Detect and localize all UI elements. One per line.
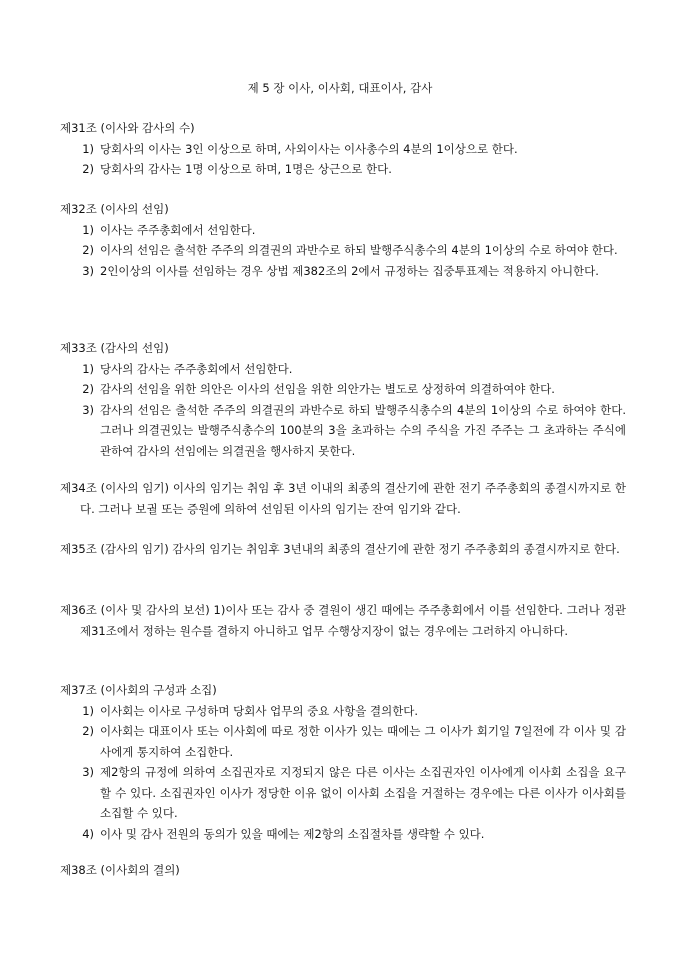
article-33-item-1 [60,359,626,380]
article-32-item-3 [60,261,626,282]
item-text: 이사회는 대표이사 또는 이사회에 따로 정한 이사가 있는 때에는 그 이사가 회기일 7일전에 각 이사 및 감사에게 통지하여 소집한다. [100,724,626,759]
article-33 [60,338,626,461]
article-33-item-3 [60,400,626,462]
article-34-text: 제34조 (이사의 임기) 이사의 임기는 취임 후 3년 이내의 최종의 결산기에 관한 전기 주주총회의 종결시까지로 한다. 그러나 보궐 또는 증원에 의하여 선임된 이사의 임기는 잔여 임기와 같다. [60,481,626,516]
item-number: 2) [82,724,94,738]
item-text: 제2항의 규정에 의하여 소집권자로 지정되지 않은 다른 이사는 소집권자인 이사에게 이사회 소집을 요구할 수 있다. 소집권자인 이사가 정당한 이유 없이 이사회 소집을 거절하는 경우에는 다른 이사가 이사회를 소집할 수 있다. [100,765,626,820]
item-number: 1) [82,222,94,237]
item-text: 감사의 선임은 출석한 주주의 의결권의 과반수로 하되 발행주식총수의 4분의 1이상의 수로 하여야 한다. 그러나 의결권있는 발행주식총수의 100분의 3을 초과하는 수의 주식을 가진 주주는 그 초과하는 주식에 관하여 감사의 선임에는 의결권을 행사하지 못한다. [100,402,626,458]
article-35-text: 제35조 (감사의 임기) 감사의 임기는 취임후 3년내의 최종의 결산기에 관한 정기 주주총회의 종결시까지로 한다. [60,542,620,556]
article-31-item-1 [60,139,626,160]
article-35 [60,539,626,560]
article-31-item-2 [60,159,626,180]
item-text: 이사 및 감사 전원의 동의가 있을 때에는 제2항의 소집절차를 생략할 수 있다. [100,826,485,841]
item-text: 이사는 주주총회에서 선임한다. [100,222,256,237]
item-number: 3) [82,263,94,278]
item-text: 당사의 감사는 주주총회에서 선임한다. [100,361,293,376]
article-38 [60,860,626,881]
article-37-item-1 [60,701,626,722]
item-text: 감사의 선임을 위한 의안은 이사의 선임을 위한 의안가는 별도로 상정하여 의결하여야 한다. [100,382,555,396]
item-text: 당회사의 이사는 3인 이상으로 하며, 사외이사는 이사총수의 4분의 1이상으로 한다. [100,141,518,156]
item-number: 2) [82,162,94,176]
article-36-text: 제36조 (이사 및 감사의 보선) 1)이사 또는 감사 중 결원이 생긴 때에는 주주총회에서 이를 선임한다. 그러나 정관 제31조에서 정하는 원수를 결하지 아니하고 업무 수행상지장이 없는 경우에는 그러하지 아니하다. [60,603,626,638]
article-36 [60,600,626,641]
article-31 [60,118,626,180]
item-number: 1) [82,141,94,156]
item-text: 당회사의 감사는 1명 이상으로 하며, 1명은 상근으로 한다. [100,162,392,176]
item-text: 이사회는 이사로 구성하며 당회사 업무의 중요 사항을 결의한다. [100,703,419,718]
item-number: 2) [82,382,94,396]
item-number: 1) [82,703,94,718]
article-31-heading: 제31조 (이사와 감사의 수) [60,121,195,135]
article-33-heading: 제33조 (감사의 선임) [60,341,169,355]
item-text: 이사의 선임은 출석한 주주의 의결권의 과반수로 하되 발행주식총수의 4분의 1이상의 수로 하여야 한다. [100,243,618,257]
item-number: 1) [82,361,94,376]
item-number: 3) [82,402,94,417]
article-37-item-4 [60,824,626,845]
article-32-heading: 제32조 (이사의 선임) [60,202,169,216]
article-33-item-2 [60,379,626,400]
item-number: 2) [82,243,94,257]
article-38-heading: 제38조 (이사회의 결의) [60,863,180,877]
article-32-item-2 [60,240,626,261]
item-number: 3) [82,765,94,779]
article-37-item-2 [60,721,626,762]
article-32 [60,199,626,281]
article-32-item-1 [60,220,626,241]
item-number: 4) [82,826,94,841]
chapter-title: 제 5 장 이사, 이사회, 대표이사, 감사 [247,81,433,95]
article-34 [60,478,626,519]
article-37-item-3 [60,762,626,824]
item-text: 2인이상의 이사를 선임하는 경우 상법 제382조의 2에서 규정하는 집중투표제는 적용하지 아니한다. [100,263,599,278]
article-37-heading: 제37조 (이사회의 구성과 소집) [60,683,217,697]
article-37 [60,680,626,844]
